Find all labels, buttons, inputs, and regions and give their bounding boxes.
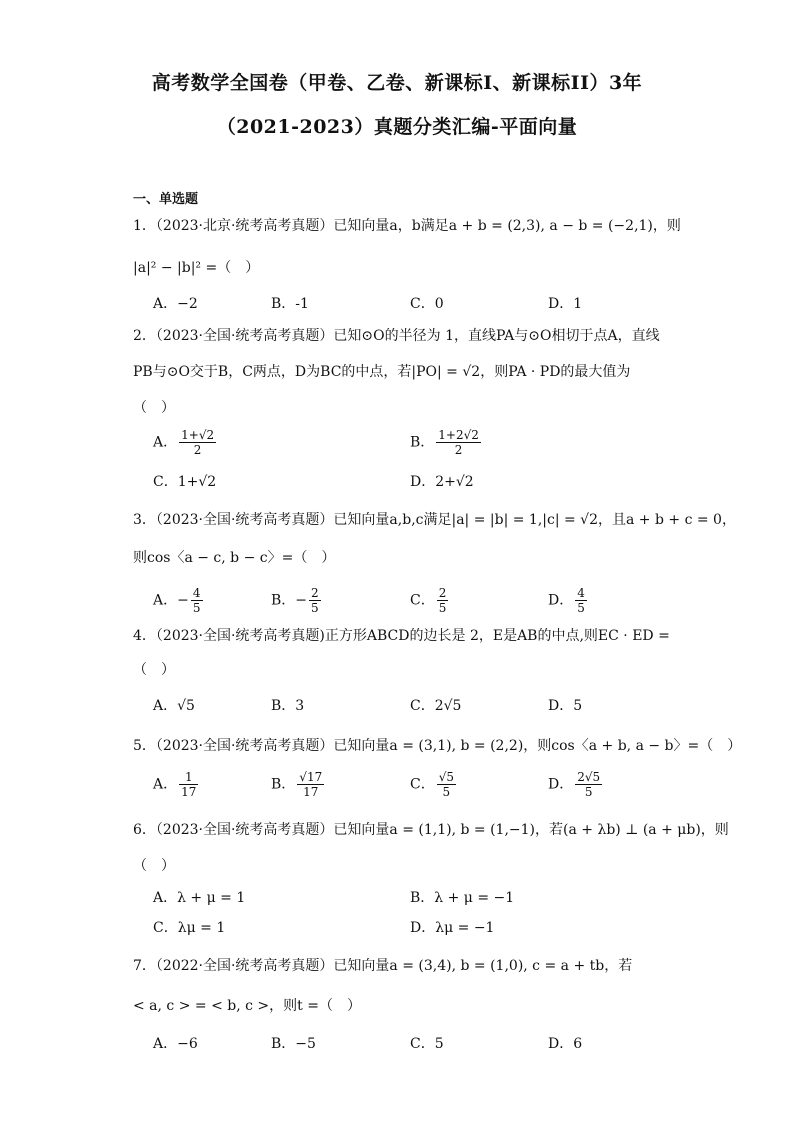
q1-stem-line-2: |a|² − |b|² =（ ） bbox=[133, 260, 260, 276]
q1-option-c[interactable]: C．0 bbox=[410, 296, 444, 312]
q7-option-b[interactable]: B．−5 bbox=[271, 1036, 316, 1052]
q5-option-c[interactable]: C． $\frac{√5}{5}$ bbox=[410, 770, 454, 799]
q3-option-d[interactable]: D． $\frac{4}{5}$ bbox=[548, 586, 585, 615]
q4-option-d[interactable]: D．5 bbox=[548, 698, 583, 714]
q4-stem-line-2: （ ） bbox=[133, 662, 175, 678]
q5-option-d[interactable]: D． $\frac{2√5}{5}$ bbox=[548, 770, 601, 799]
title-line-2: （2021-2023）真题分类汇编-平面向量 bbox=[216, 116, 578, 138]
q3-option-c[interactable]: C． $\frac{2}{5}$ bbox=[410, 586, 447, 615]
q2-stem-line-2: PB与⊙O交于B，C两点，D为BC的中点，若|PO| = √2，则PA · PD的最大值为 bbox=[133, 364, 631, 380]
q2-option-a-fraction: $\frac{1+√2}{2}$ bbox=[181, 428, 215, 457]
q4-option-b[interactable]: B．3 bbox=[271, 698, 305, 714]
section-heading: 一、单选题 bbox=[133, 192, 199, 207]
q6-stem-line-2: （ ） bbox=[133, 858, 175, 874]
q5-option-a[interactable]: A． $\frac{1}{17}$ bbox=[153, 770, 197, 799]
q3-option-b[interactable]: B．− $\frac{2}{5}$ bbox=[271, 586, 319, 615]
q7-option-d[interactable]: D．6 bbox=[548, 1036, 583, 1052]
q6-option-d[interactable]: D．λμ = −1 bbox=[410, 920, 495, 936]
q3-option-a[interactable]: A．− $\frac{4}{5}$ bbox=[153, 586, 201, 615]
q1-stem-line-1: 1．（2023·北京·统考高考真题）已知向量a，b满足a + b = (2,3), a − b = (−2,1)，则 bbox=[133, 218, 681, 234]
title-line-1: 高考数学全国卷（甲卷、乙卷、新课标I、新课标II）3年 bbox=[151, 72, 643, 94]
q2-stem-line-3: （ ） bbox=[133, 400, 175, 416]
q1-option-a[interactable]: A．−2 bbox=[153, 296, 198, 312]
q6-option-a[interactable]: A．λ + μ = 1 bbox=[153, 890, 246, 906]
q3-stem-line-2: 则cos〈a − c, b − c〉=（ ） bbox=[133, 550, 336, 566]
q6-option-b[interactable]: B．λ + μ = −1 bbox=[410, 890, 515, 906]
q1-option-b[interactable]: B．-1 bbox=[271, 296, 309, 312]
q4-option-a[interactable]: A．√5 bbox=[153, 698, 195, 714]
q2-stem-line-1: 2．（2023·全国·统考高考真题）已知⊙O的半径为 1，直线PA与⊙O相切于点A，直线 bbox=[133, 328, 660, 344]
q7-stem-line-2: < a, c > = < b, c >，则t =（ ） bbox=[133, 998, 361, 1014]
q5-stem-line-1: 5．（2023·全国·统考高考真题）已知向量a = (3,1), b = (2,2)，则cos〈a + b, a − b〉=（ ） bbox=[133, 738, 742, 754]
q4-stem-line-1: 4．（2023·全国·统考高考真题)正方形ABCD的边长是 2，E是AB的中点,则EC · ED = bbox=[133, 628, 670, 644]
q2-option-c[interactable]: C．1+√2 bbox=[153, 474, 217, 490]
q7-option-a[interactable]: A．−6 bbox=[153, 1036, 198, 1052]
q2-option-b[interactable]: B． $\frac{1+2√2}{2}$ bbox=[410, 428, 479, 457]
q2-option-d[interactable]: D．2+√2 bbox=[410, 474, 474, 490]
q4-option-c[interactable]: C．2√5 bbox=[410, 698, 462, 714]
q2-option-b-fraction: $\frac{1+2√2}{2}$ bbox=[438, 428, 479, 457]
q7-stem-line-1: 7．（2022·全国·统考高考真题）已知向量a = (3,4), b = (1,0), c = a + tb，若 bbox=[133, 958, 633, 974]
q6-stem-line-1: 6．（2023·全国·统考高考真题）已知向量a = (1,1), b = (1,−1)，若(a + λb) ⊥ (a + μb)，则 bbox=[133, 822, 729, 838]
q1-option-d[interactable]: D．1 bbox=[548, 296, 583, 312]
q6-option-c[interactable]: C．λμ = 1 bbox=[153, 920, 226, 936]
q3-stem-line-1: 3．（2023·全国·统考高考真题）已知向量a,b,c满足|a| = |b| = 1,|c| = √2，且a + b + c = 0， bbox=[133, 512, 736, 528]
q2-option-a[interactable]: A． $\frac{1+√2}{2}$ bbox=[153, 428, 215, 457]
q5-option-b[interactable]: B． $\frac{√17}{17}$ bbox=[271, 770, 323, 799]
q7-option-c[interactable]: C．5 bbox=[410, 1036, 444, 1052]
